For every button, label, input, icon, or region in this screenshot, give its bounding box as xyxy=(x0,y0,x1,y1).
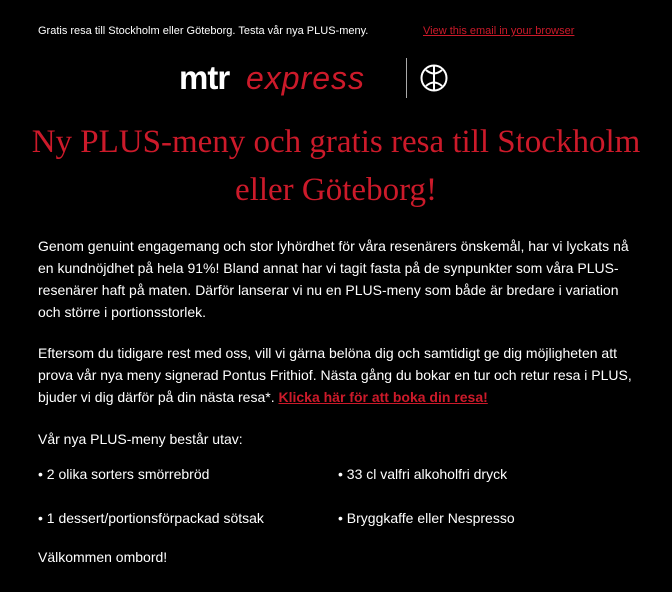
offer-paragraph xyxy=(38,342,638,408)
logo-express-wordmark: express xyxy=(246,60,366,96)
preheader-text: Gratis resa till Stockholm eller Göteborg. Testa vår nya PLUS-meny. xyxy=(38,25,369,37)
view-in-browser-link[interactable]: View this email in your browser xyxy=(423,25,575,37)
offer-text: Eftersom du tidigare rest med oss, vill vi gärna belöna dig och samtidigt ge dig möjligheten att prova vår nya meny signerad Pontus Frithiof. Nästa gång du bokar en tur och retur resa i PLUS, bjuder vi dig därför på din nästa resa*. xyxy=(38,345,632,405)
menu-item: • 1 dessert/portionsförpackad sötsak xyxy=(38,510,264,526)
welcome-text: Välkommen ombord! xyxy=(38,549,168,565)
headline: Ny PLUS-meny och gratis resa till Stockholm eller Göteborg! xyxy=(31,124,641,208)
brand-logo xyxy=(0,58,672,100)
intro-paragraph: Genom genuint engagemang och stor lyhördhet för våra resenärers önskemål, har vi lyckats nå en kundnöjdhet på hela 91%! Bland annat har vi tagit fasta på de synpunkter som våra PLUS-resenärer haft på maten. Därför lanserar vi nu en PLUS-meny som både är bredare i variation och större i portionsstorlek. xyxy=(38,238,629,320)
logo-mtr-wordmark: mtr xyxy=(179,59,230,96)
menu-intro: Vår nya PLUS-meny består utav: xyxy=(38,431,243,447)
mtr-emblem-icon xyxy=(420,64,448,92)
menu-item: • 2 olika sorters smörrebröd xyxy=(38,466,210,482)
menu-item: • 33 cl valfri alkoholfri dryck xyxy=(338,466,508,482)
menu-item: • Bryggkaffe eller Nespresso xyxy=(338,510,515,526)
logo-divider xyxy=(406,58,407,98)
book-trip-link[interactable]: Klicka här för att boka din resa! xyxy=(278,389,488,405)
